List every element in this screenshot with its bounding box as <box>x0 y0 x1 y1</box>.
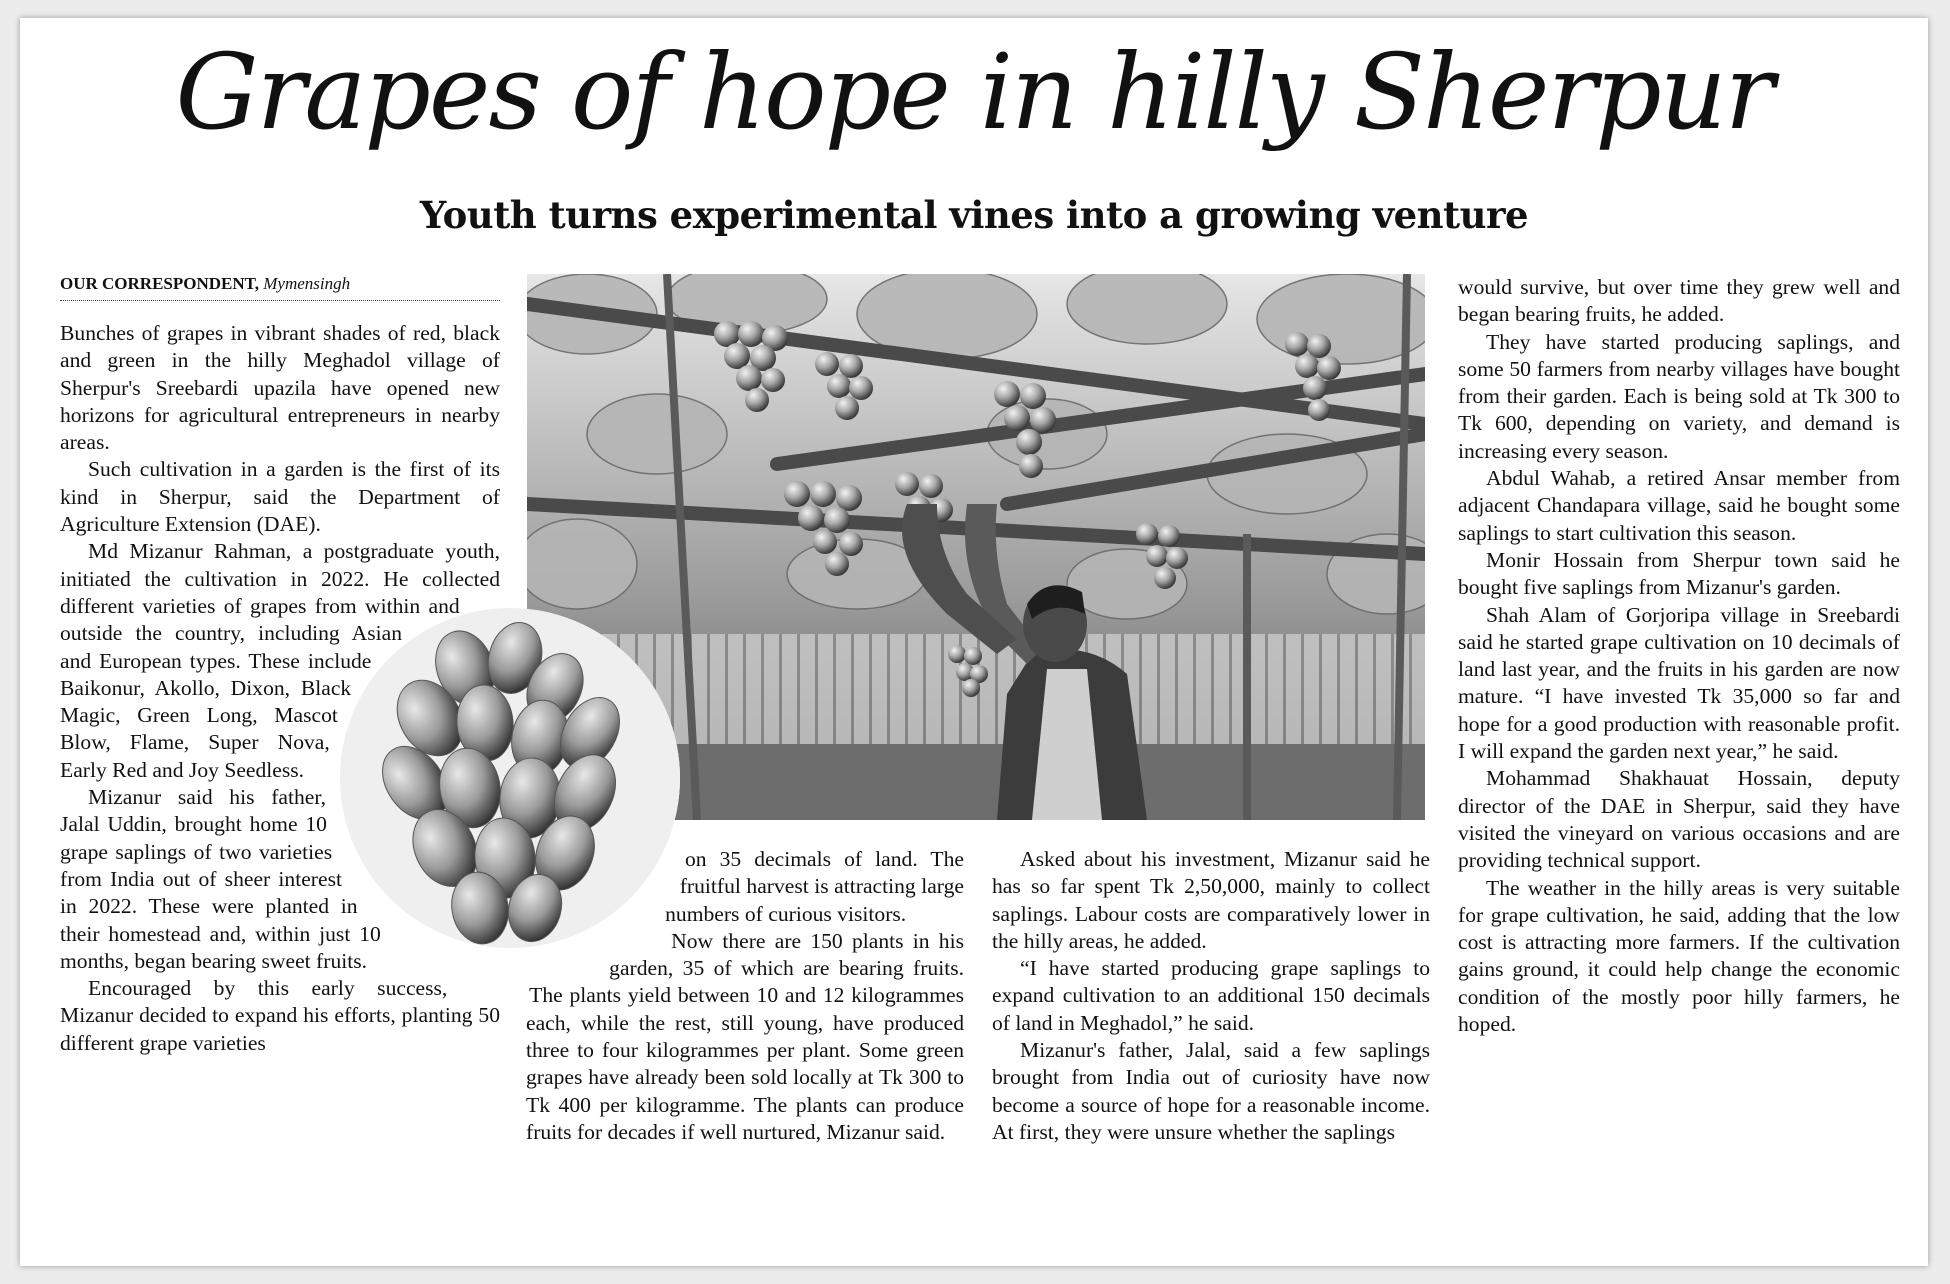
article-paragraph: The weather in the hilly areas is very suitable for grape cultivation, he said, adding that the low cost is attracting more farmers. If the cultivation gains ground, it could help change the economic condition of the mostly poor hilly farmers, he hoped. <box>1458 875 1900 1037</box>
article-paragraph: Mizanur's father, Jalal, said a few saplings brought from India out of curiosity have now become a source of hope for a reasonable income. At first, they were unsure whether the saplings <box>992 1038 1430 1144</box>
article-paragraph: would survive, but over time they grew well and began bearing fruits, he added. <box>1458 275 1900 327</box>
article-paragraph: Mizanur said his father, Jalal Uddin, brought home 10 grape saplings of two varieties from India out of sheer interest in 2022. These were planted in their homestead and, within just 10 months, began bearing sweet fruits. <box>60 785 381 973</box>
article-paragraph: Asked about his investment, Mizanur said he has so far spent Tk 2,50,000, mainly to collect saplings. Labour costs are comparatively lower in the hilly areas, he added. <box>992 847 1430 953</box>
headline: Grapes of hope in hilly Sherpur <box>175 31 1773 153</box>
subheadline: Youth turns experimental vines into a growing venture <box>419 193 1529 237</box>
article-column-2 <box>526 846 964 1246</box>
article-paragraph: Monir Hossain from Sherpur town said he bought five saplings from Mizanur's garden. <box>1458 547 1900 600</box>
article-column-3 <box>992 846 1430 1246</box>
article-paragraph: Now there are 150 plants in his garden, 35 of which are bearing fruits. The plants yield between 10 and 12 kilogrammes each, while the rest, still young, have produced three to four kilogrammes per plant. Some green grapes have already been sold locally at Tk 300 to Tk 400 per kilogramme. The plants can produce fruits for decades if well nurtured, Mizanur said. <box>526 928 964 1144</box>
byline <box>60 274 500 301</box>
article-paragraph: They have started producing saplings, and some 50 farmers from nearby villages have bought from their garden. Each is being sold at Tk 300 to Tk 600, depending on variety, and demand is increasing every season. <box>1458 329 1900 463</box>
article-paragraph: Mohammad Shakhauat Hossain, deputy director of the DAE in Sherpur, said they have visited the vineyard on various occasions and are providing technical support. <box>1458 766 1900 873</box>
byline-name: OUR CORRESPONDENT, <box>60 274 259 293</box>
article-paragraph: “I have started producing grape saplings to expand cultivation to an additional 150 decimals of land in Meghadol,” he said. <box>992 956 1430 1035</box>
article-paragraph: Bunches of grapes in vibrant shades of red, black and green in the hilly Meghadol village of Sherpur's Sreebardi upazila have opened new horizons for agricultural entrepreneurs in nearby areas. <box>60 321 500 455</box>
newspaper-page <box>20 18 1928 1266</box>
article-paragraph: Such cultivation in a garden is the first of its kind in Sherpur, said the Department of Agriculture Extension (DAE). <box>60 457 500 537</box>
article-paragraph: Md Mizanur Rahman, a postgraduate youth, initiated the cultivation in 2022. He collected different varieties of grapes from within and outside the country, including Asian and European types. These include Baikonur, Akollo, Dixon, Black Magic, Green Long, Mascot Blow, Flame, Super Nova, Early Red and Joy Seedless. <box>60 539 500 782</box>
article-column-4 <box>1458 274 1900 1246</box>
article-paragraph: Abdul Wahab, a retired Ansar member from adjacent Chandapara village, said he bought some saplings to start cultivation this season. <box>1458 466 1900 545</box>
article-paragraph: Encouraged by this early success, Mizanur decided to expand his efforts, planting 50 different grape varieties <box>60 976 500 1055</box>
article-paragraph: on 35 decimals of land. The fruitful harvest is attracting large numbers of curious visitors. <box>665 847 964 926</box>
byline-location: Mymensingh <box>263 274 351 293</box>
article-paragraph: Shah Alam of Gorjoripa village in Sreebardi said he started grape cultivation on 10 decimals of land last year, and the fruits in his garden are now mature. “I have invested Tk 35,000 so far and hope for a good production with reasonable profit. I will expand the garden next year,” he said. <box>1458 602 1900 764</box>
